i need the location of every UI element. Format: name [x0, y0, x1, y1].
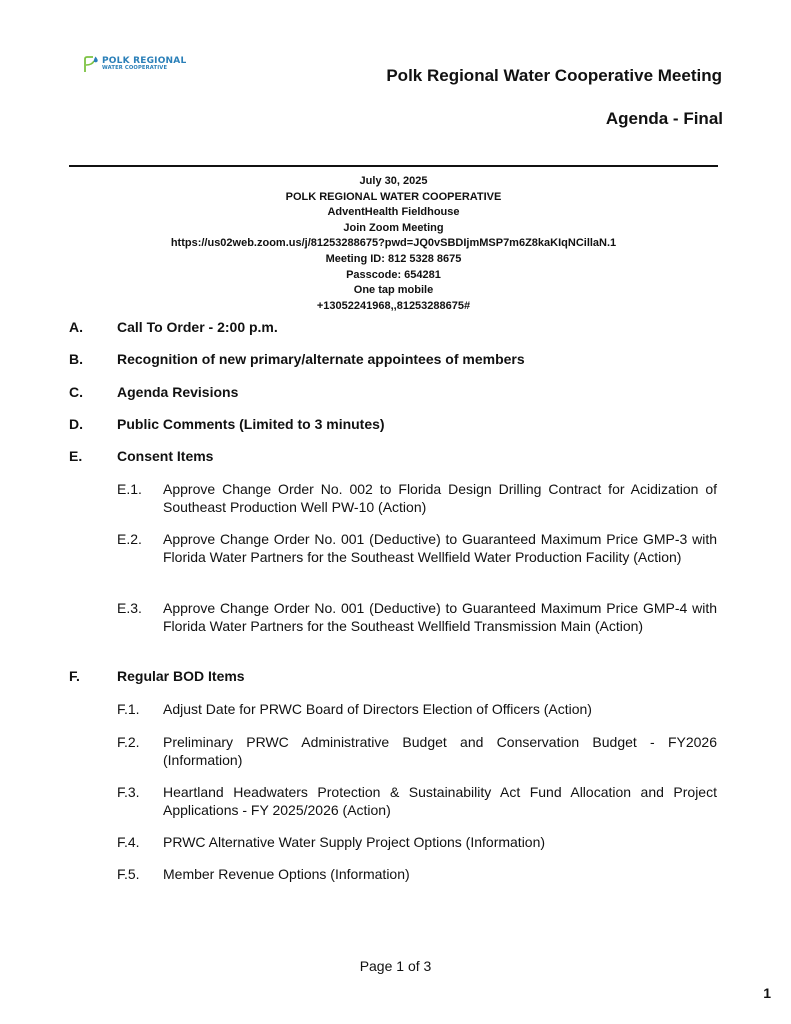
- logo-text-line2: WATER COOPERATIVE: [102, 65, 168, 72]
- item-text: Preliminary PRWC Administrative Budget and Conservation Budget - FY2026 (Information): [163, 734, 717, 768]
- meeting-date: July 30, 2025: [359, 175, 428, 187]
- meeting-passcode: Passcode: 654281: [346, 268, 441, 281]
- section-letter: C.: [69, 384, 83, 400]
- item-number: F.3.: [117, 784, 140, 800]
- item-number: F.1.: [117, 701, 140, 717]
- item-text: Approve Change Order No. 001 (Deductive) to Guaranteed Maximum Price GMP-4 with Florida Water Partners for the Southeast Wellfield Transmission Main (Action): [163, 600, 717, 634]
- section-label: Regular BOD Items: [117, 668, 245, 684]
- meeting-id: Meeting ID: 812 5328 8675: [325, 252, 462, 265]
- join-zoom-label: Join Zoom Meeting: [343, 221, 444, 234]
- document-title: Polk Regional Water Cooperative Meeting: [386, 66, 722, 85]
- item-number: E.3.: [117, 600, 142, 616]
- item-text: PRWC Alternative Water Supply Project Options (Information): [163, 834, 546, 850]
- page-number: 1: [763, 985, 771, 1001]
- section-letter: A.: [69, 319, 83, 335]
- section-letter: B.: [69, 351, 83, 367]
- section-letter: D.: [69, 416, 83, 432]
- document-subtitle: Agenda - Final: [605, 109, 723, 128]
- page-indicator: Page 1 of 3: [359, 958, 432, 974]
- meeting-location: AdventHealth Fieldhouse: [327, 206, 460, 219]
- header-divider: [69, 165, 718, 167]
- section-label: Agenda Revisions: [117, 384, 239, 400]
- item-text: Approve Change Order No. 002 to Florida Design Drilling Contract for Acidization of Southeast Production Well PW-10 (Action): [163, 481, 717, 515]
- meeting-organization: POLK REGIONAL WATER COOPERATIVE: [285, 190, 502, 203]
- item-text: Member Revenue Options (Information): [163, 866, 410, 882]
- one-tap-label: One tap mobile: [353, 284, 434, 297]
- section-label: Public Comments (Limited to 3 minutes): [117, 416, 385, 432]
- logo-text-line1: POLK REGIONAL: [102, 56, 187, 67]
- section-label: Recognition of new primary/alternate appointees of members: [117, 351, 525, 367]
- section-label: Consent Items: [117, 448, 214, 464]
- item-text: Heartland Headwaters Protection & Sustainability Act Fund Allocation and Project Applications - FY 2025/2026 (Action): [163, 784, 717, 818]
- section-letter: F.: [69, 668, 80, 684]
- item-number: E.2.: [117, 531, 142, 547]
- item-number: F.2.: [117, 734, 140, 750]
- water-drop-p-logo-icon: [83, 56, 99, 73]
- item-number: F.4.: [117, 834, 140, 850]
- zoom-meeting-link[interactable]: https://us02web.zoom.us/j/81253288675?pwd=JQ0vSBDIjmMSP7m6Z8kaKIqNCillaN.1: [170, 237, 617, 250]
- section-letter: E.: [69, 448, 83, 464]
- organization-logo: [83, 56, 186, 73]
- item-number: E.1.: [117, 481, 142, 497]
- section-label: Call To Order - 2:00 p.m.: [117, 319, 278, 335]
- meeting-info-block: [69, 174, 718, 314]
- item-number: F.5.: [117, 866, 140, 882]
- item-text: Approve Change Order No. 001 (Deductive) to Guaranteed Maximum Price GMP-3 with Florida Water Partners for the Southeast Wellfield Water Production Facility (Action): [163, 531, 717, 565]
- item-text: Adjust Date for PRWC Board of Directors Election of Officers (Action): [163, 701, 592, 717]
- one-tap-number[interactable]: +13052241968,,81253288675#: [316, 299, 471, 312]
